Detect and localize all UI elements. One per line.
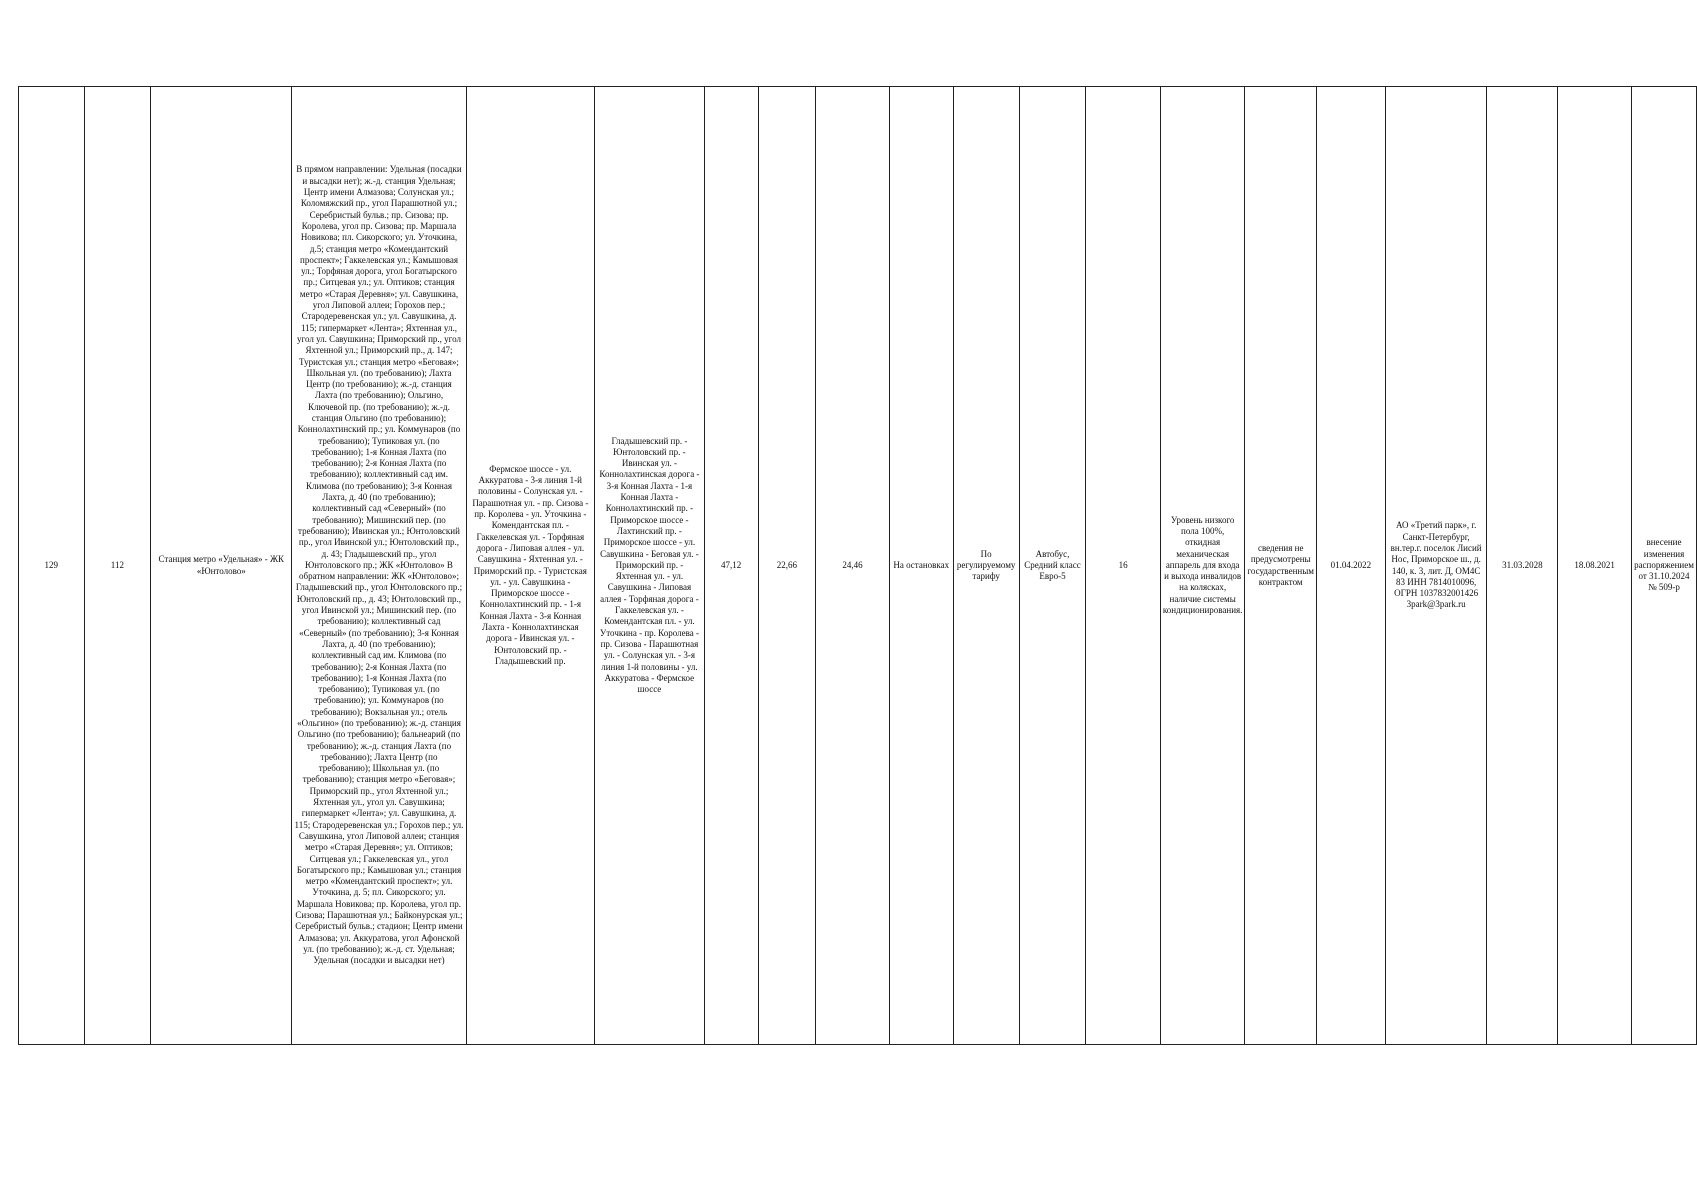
length-forward-cell: 22,66: [758, 87, 816, 1045]
start-date-cell: 01.04.2022: [1317, 87, 1386, 1045]
route-row: [19, 87, 1697, 1045]
route-number-cell: 112: [84, 87, 151, 1045]
contract-info-cell: сведения не предусмотрены государственным контрактом: [1245, 87, 1317, 1045]
approval-date-cell: 18.08.2021: [1558, 87, 1632, 1045]
length-backward-cell: 24,46: [816, 87, 890, 1045]
stop-order-cell: На остановках: [889, 87, 953, 1045]
vehicle-type-cell: Автобус, Средний класс Евро-5: [1019, 87, 1086, 1045]
vehicle-count-cell: 16: [1086, 87, 1160, 1045]
carrier-cell: АО «Третий парк», г. Санкт-Петербург, вн.тер.г. поселок Лисий Нос, Приморское ш., д. 140, к. 3, лит. Д, ОМ4С 83 ИНН 7814010096, ОГРН 1037832001426 3park@3park.ru: [1385, 87, 1487, 1045]
route-name-cell: Станция метро «Удельная» - ЖК «Юнтолово»: [151, 87, 292, 1045]
row-number-cell: 129: [19, 87, 85, 1045]
stops-list-cell: В прямом направлении: Удельная (посадки и высадки нет); ж.-д. станция Удельная; Центр имени Алмазова; Солунская ул.; Коломяжский пр., угол Парашютной ул.; Серебристый бульв.; пр. Сизова; пр. Королева, угол пр. Сизова; пр. Маршала Новикова; пл. Сикорского; ул. Уточкина, д.5; станция метро «Комендантский проспект»; Гаккелевская ул.; Камышовая ул.; Торфяная дорога, угол Богатырского пр.; Ситцевая ул.; ул. Оптиков; станция метро «Старая Деревня»; ул. Савушкина, угол Липовой аллеи; Горохов пер.; Стародеревенская ул.; ул. Савушкина, д. 115; гипермаркет «Лента»; Яхтенная ул., угол ул. Савушкина; Приморский пр., угол Яхтенной ул.; Приморский пр., д. 147; Туристская ул.; станция метро «Беговая»; Школьная ул. (по требованию); Лахта Центр (по требованию); ж.-д. станция Лахта (по требованию); Ольгино, Ключевой пр. (по требованию); ж.-д. станция Ольгино (по требованию); Коннолахтинский пр.; ул. Коммунаров (по требованию); Тупиковая ул. (по требованию); 1-я Конная Лахта (по требованию); 2-я Конная Лахта (по требованию); коллективный сад им. Климова (по требованию); 3-я Конная Лахта, д. 40 (по требованию); коллективный сад «Северный» (по требованию); Мишинский пер. (по требованию); Ивинская ул.; Юнтоловский пр., угол Ивинской ул.; Юнтоловский пр., д. 43; Гладышевский пр., угол Юнтоловского пр.; ЖК «Юнтолово» В обратном направлении: ЖК «Юнтолово»; Гладышевский пр., угол Юнтоловского пр.; Юнтоловский пр., д. 43; Юнтоловский пр., угол Ивинской ул.; Мишинский пер. (по требованию); коллективный сад «Северный» (по требованию); 3-я Конная Лахта, д. 40 (по требованию); коллективный сад им. Климова (по требованию); 2-я Конная Лахта (по требованию); 1-я Конная Лахта (по требованию); Тупиковая ул. (по требованию); ул. Коммунаров (по требованию); Вокзальная ул.; отель «Ольгино» (по требованию); ж.-д. станция Ольгино (по требованию); бальнеарий (по требованию); ж.-д. станция Лахта (по требованию); Лахта Центр (по требованию); Школьная ул. (по требованию); станция метро «Беговая»; Приморский пр., угол Яхтенной ул.; Яхтенная ул., угол ул. Савушкина; гипермаркет «Лента»; ул. Савушкина, д. 115; Стародеревенская ул.; Горохов пер.; ул. Савушкина, угол Липовой аллеи; станция метро «Старая Деревня»; ул. Оптиков; Ситцевая ул.; Гаккелевская ул., угол Богатырского пр.; Камышовая ул.; станция метро «Комендантский проспект»; ул. Уточкина, д. 5; пл. Сикорского; ул. Маршала Новикова; пр. Королева, угол пр. Сизова; Парашютная ул.; Байконурская ул.; Серебристый бульв.; стадион; Центр имени Алмазова; ул. Аккуратова, угол Афонской ул. (по требованию); ж.-д. ст. Удельная; Удельная (посадки и высадки нет): [292, 87, 466, 1045]
route-register-table: [18, 86, 1697, 1045]
streets-backward-cell: Гладышевский пр. - Юнтоловский пр. - Ивинская ул. - Коннолахтинская дорога - 3-я Конная Лахта - 1-я Конная Лахта - Коннолахтинский пр. - Приморское шоссе - Лахтинский пр. - Приморское шоссе - ул. Савушкина - Беговая ул. - Приморский пр. - Яхтенная ул. - ул. Савушкина - Липовая аллея - Торфяная дорога - Гаккелевская ул. - Комендантская пл. - ул. Уточкина - пр. Королева - пр. Сизова - Парашютная ул. - Солунская ул. - 3-я линия 1-й половины - ул. Аккуратова - Фермское шоссе: [595, 87, 705, 1045]
contract-end-cell: 31.03.2028: [1487, 87, 1558, 1045]
tariff-cell: По регулируемому тарифу: [953, 87, 1019, 1045]
notes-cell: внесение изменения распоряжением от 31.10.2024 № 509-р: [1632, 87, 1697, 1045]
equipment-cell: Уровень низкого пола 100%, откидная механическая аппарель для входа и выхода инвалидов на колясках, наличие системы кондиционирования.: [1160, 87, 1245, 1045]
streets-forward-cell: Фермское шоссе - ул. Аккуратова - 3-я линия 1-й половины - Солунская ул. - Парашютная ул. - пр. Сизова - пр. Королева - ул. Уточкина - Комендантская пл. - Гаккелевская ул. - Торфяная дорога - Липовая аллея - ул. Савушкина - Яхтенная ул. - Приморский пр. - Туристская ул. - ул. Савушкина - Приморское шоссе - Коннолахтинский пр. - 1-я Конная Лахта - 3-я Конная Лахта - Коннолахтинская дорога - Ивинская ул. - Юнтоловский пр. - Гладышевский пр.: [466, 87, 595, 1045]
length-total-cell: 47,12: [704, 87, 758, 1045]
